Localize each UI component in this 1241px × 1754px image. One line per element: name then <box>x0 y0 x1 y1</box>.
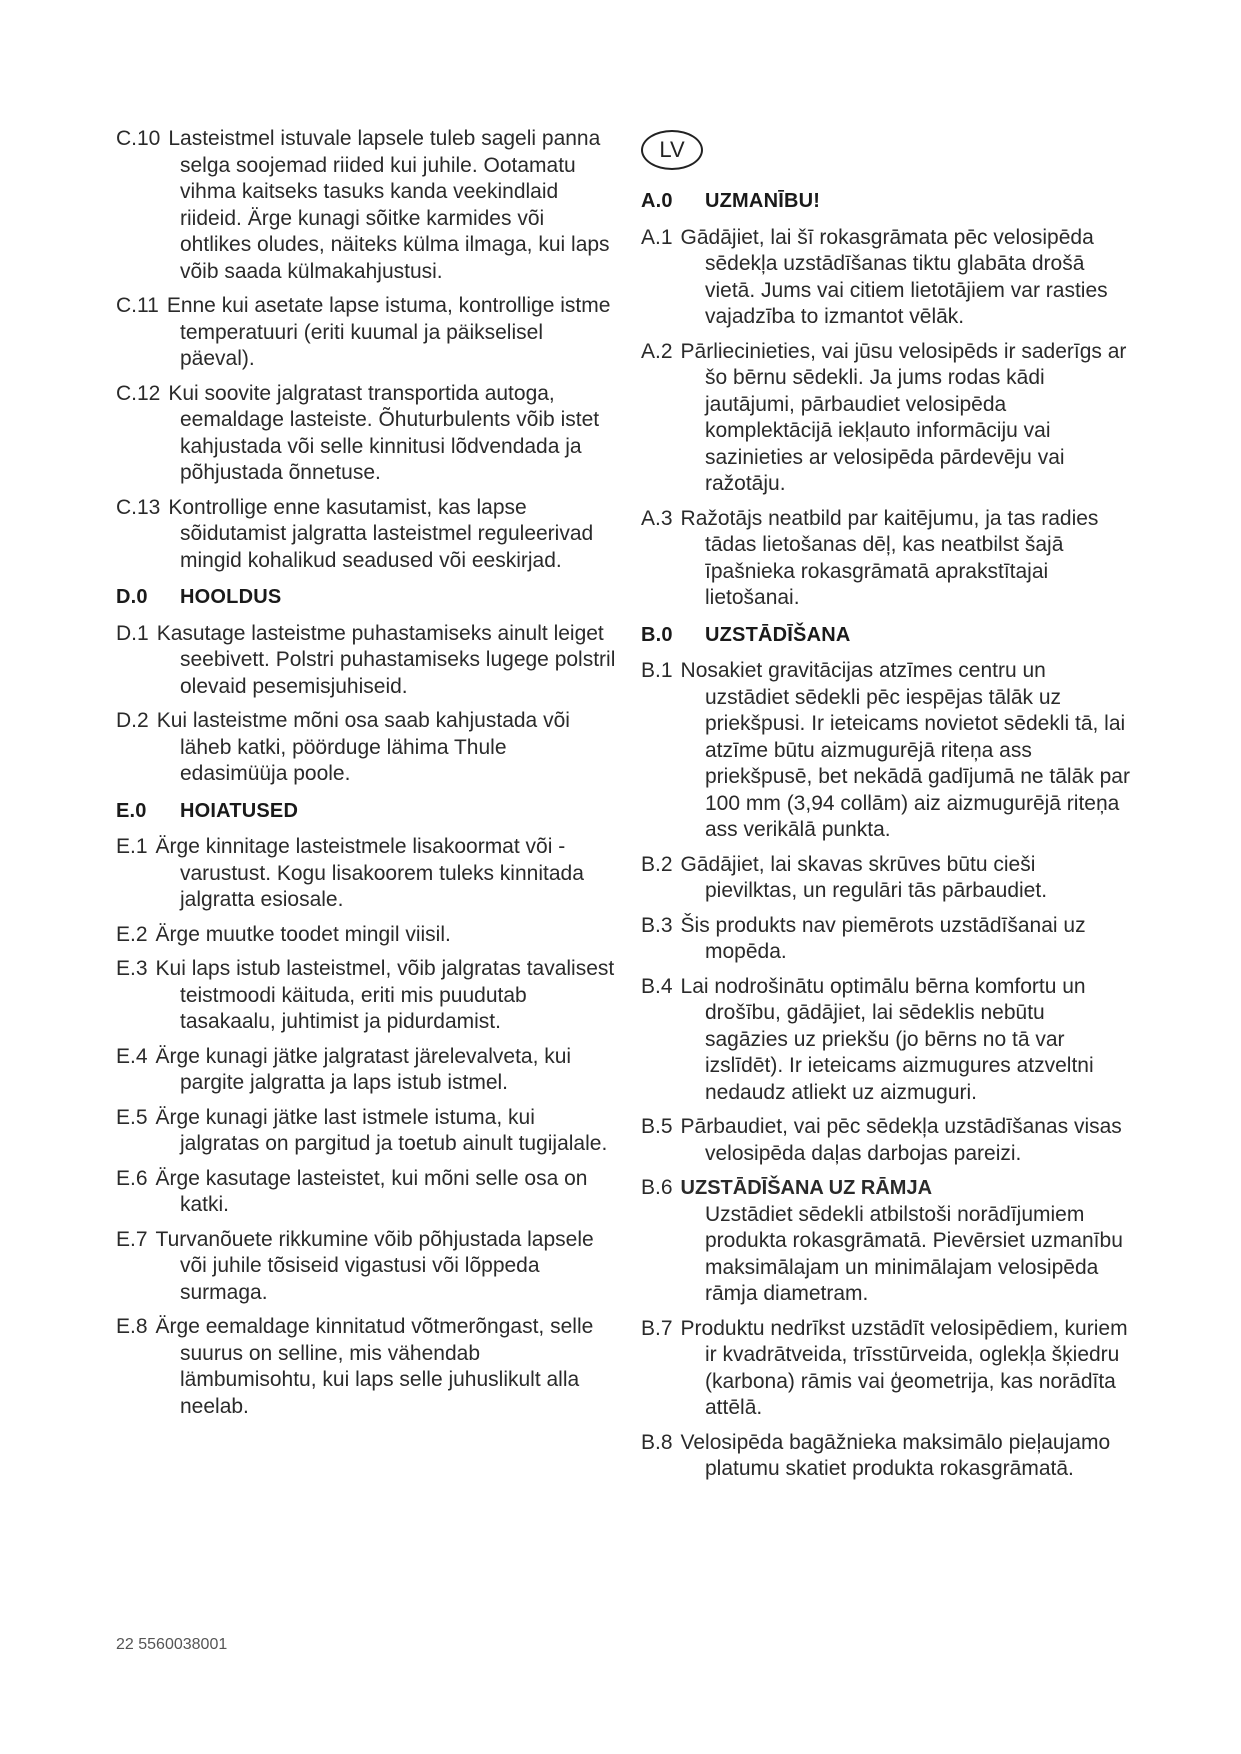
item-e3: E.3 Kui laps istub lasteistmel, võib jalgratas tavalisest teistmoodi käituda, eriti mis puudutab tasakaalu, juhtimist ja pidurdamist. <box>116 957 615 1033</box>
right-column <box>641 126 1131 1491</box>
item-e6: E.6 Ärge kasutage lasteistet, kui mõni selle osa on katki. <box>116 1166 588 1216</box>
item-d1: D.1 Kasutage lasteistme puhastamiseks ainult leiget seebivett. Polstri puhastamiseks lugege polstril olevaid pesemisjuhiseid. <box>116 621 616 698</box>
item-a2: A.2 Pārliecinieties, vai jūsu velosipēds ir saderīgs ar šo bērnu sēdekli. Ja jums rodas kādi jautājumi, pārbaudiet velosipēda komplektācijā iekļauto informāciju vai sazinieties ar velosipēda pārdevēju vai ražotāju. <box>641 339 1127 495</box>
item-a1: A.1 Gādājiet, lai šī rokasgrāmata pēc velosipēda sēdekļa uzstādīšanas tiktu glabāta drošā vietā. Jums vai citiem lietotājiem var rasties vajadzība to izmantot vēlāk. <box>641 225 1108 328</box>
item-c12: C.12 Kui soovite jalgratast transportida autoga, eemaldage lasteiste. Õhuturbulents võib istet kahjustada või selle kinnitusi lõdvendada ja põhjustada õnnetuse. <box>116 381 600 484</box>
item-c10: C.10 Lasteistmel istuvale lapsele tuleb sageli panna selga soojemad riided kui juhile. Ootamatu vihma kaitseks tasuks kanda veekindlaid riideid. Ärge kunagi sõitke karmides või ohtlikes oludes, näiteks külma ilmaga, kui laps võib saada külmakahjustusi. <box>116 127 610 283</box>
item-b1: B.1 Nosakiet gravitācijas atzīmes centru un uzstādiet sēdekli pēc iespējas tālāk uz priekšpusi. Ir ieteicams novietot sēdekli tā, lai atzīme būtu aizmugurējā riteņa ass priekšpusē, bet nekādā gadījumā ne tālāk par 100 mm (3,94 collām) aiz aizmugurējā riteņa ass verikālā punkta. <box>641 659 1130 841</box>
left-column <box>116 126 616 1428</box>
item-e7: E.7 Turvanõuete rikkumine võib põhjustada lapsele või juhile tõsiseid vigastusi või lõppeda surmaga. <box>116 1227 594 1304</box>
item-a3: A.3 Ražotājs neatbild par kaitējumu, ja tas radies tādas lietošanas dēļ, kas neatbilst šajā īpašnieka rokasgrāmatā aprakstītajai lietošanai. <box>641 506 1099 609</box>
section-heading-e0: E.0 HOIATUSED <box>116 799 299 822</box>
section-heading-a0: A.0 UZMANĪBU! <box>641 190 821 212</box>
item-b4: B.4 Lai nodrošinātu optimālu bērna komfortu un drošību, gādājiet, lai sēdeklis nebūtu sagāzies uz priekšu (jo bērns no tā var izslīdēt). Ir ieteicams aizmugures atzveltni nedaudz atliekt uz aizmuguri. <box>641 974 1094 1104</box>
item-c11: C.11 Enne kui asetate lapse istuma, kontrollige istme temperatuuri (eriti kuumal ja päikselisel päeval). <box>116 294 611 370</box>
item-b6: B.6 UZSTĀDĪŠANA UZ RĀMJA Uzstādiet sēdekli atbilstoši norādījumiem produkta rokasgrāmatā. Pievērsiet uzmanību maksimālajam un minimālajam velosipēda rāmja diametram. <box>641 1176 1123 1305</box>
item-e1: E.1 Ärge kinnitage lasteistmele lisakoormat või -varustust. Kogu lisakoorem tuleks kinnitada jalgratta esiosale. <box>116 835 584 911</box>
item-b3: B.3 Šis produkts nav piemērots uzstādīšanai uz mopēda. <box>641 913 1086 963</box>
document-code: 5560038001 <box>138 1636 228 1653</box>
language-badge: LV <box>641 130 703 170</box>
page-footer <box>116 1636 227 1654</box>
item-b8: B.8 Velosipēda bagāžnieka maksimālo pieļaujamo platumu skatiet produkta rokasgrāmatā. <box>641 1430 1111 1480</box>
item-e8: E.8 Ärge eemaldage kinnitatud võtmerõngast, selle suurus on selline, mis vähendab lämbumisohtu, kui laps selle juhuslikult alla neelab. <box>116 1315 594 1418</box>
item-b7: B.7 Produktu nedrīkst uzstādīt velosipēdiem, kuriem ir kvadrātveida, trīsstūrveida, oglekļa šķiedru (karbona) rāmis vai ģeometrija, kas norādīta attēlā. <box>641 1316 1128 1419</box>
section-heading-d0: D.0 HOOLDUS <box>116 586 282 608</box>
item-b5: B.5 Pārbaudiet, vai pēc sēdekļa uzstādīšanas visas velosipēda daļas darbojas pareizi. <box>641 1115 1122 1165</box>
section-heading-b0: B.0 UZSTĀDĪŠANA <box>641 623 851 646</box>
item-e2: E.2 Ärge muutke toodet mingil viisil. <box>116 922 451 946</box>
b6-title: UZSTĀDĪŠANA UZ RĀMJA <box>680 1177 933 1199</box>
page-number: 22 <box>116 1636 134 1653</box>
item-e5: E.5 Ärge kunagi jätke last istmele istuma, kui jalgratas on pargitud ja toetub ainult tugijalale. <box>116 1105 608 1155</box>
item-b2: B.2 Gādājiet, lai skavas skrūves būtu cieši pievilktas, un regulāri tās pārbaudiet. <box>641 852 1048 902</box>
item-e4: E.4 Ärge kunagi jätke jalgratast järelevalveta, kui pargite jalgratta ja laps istub istmel. <box>116 1044 572 1094</box>
item-c13: C.13 Kontrollige enne kasutamist, kas lapse sõidutamist jalgratta lasteistmel reguleerivad mingid kohalikud seadused või eeskirjad. <box>116 495 594 572</box>
item-d2: D.2 Kui lasteistme mõni osa saab kahjustada või läheb katki, pöörduge lähima Thule edasimüüja poole. <box>116 709 570 785</box>
b6-text: Uzstādiet sēdekli atbilstoši norādījumiem produkta rokasgrāmatā. Pievērsiet uzmanību maksimālajam un minimālajam velosipēda rāmja diametram. <box>705 1202 1123 1305</box>
